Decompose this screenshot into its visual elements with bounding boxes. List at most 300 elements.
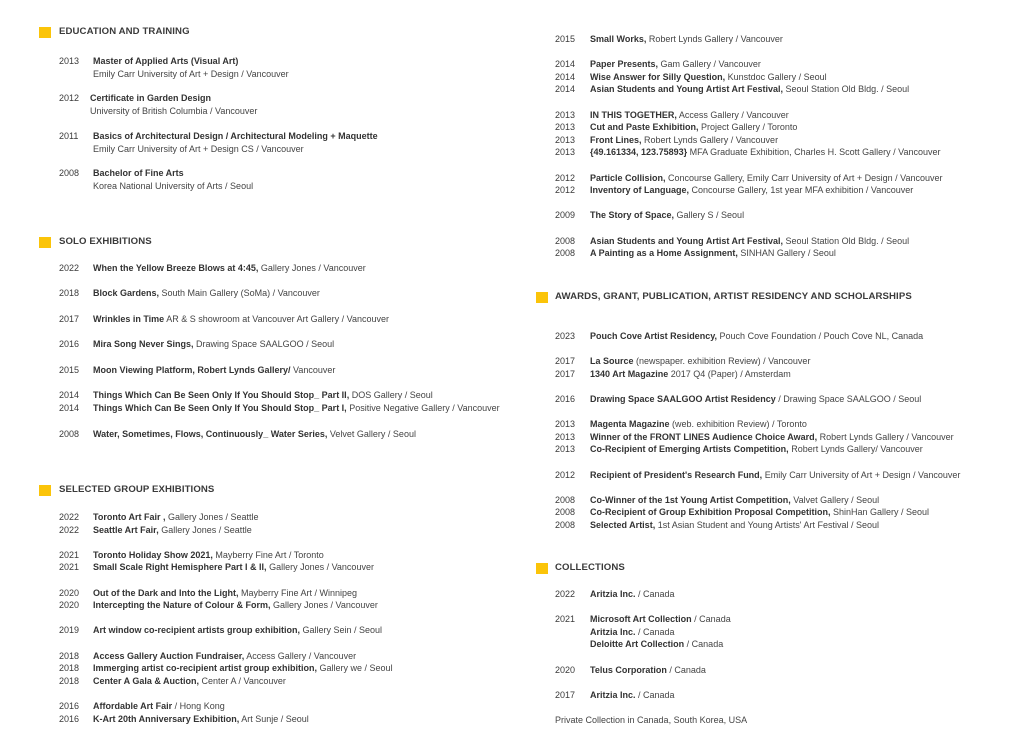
entry-venue: / Canada (666, 664, 706, 675)
entry-text (590, 418, 807, 431)
entry-venue: / Canada (635, 589, 675, 599)
entry-venue: Concourse Gallery, 1st year MFA exhibition / Vancouver (689, 185, 914, 196)
entry-group (0, 650, 520, 688)
entry-text (590, 209, 744, 222)
entry-text (590, 443, 923, 456)
entry-group (517, 58, 1024, 96)
year: 2021 (59, 562, 80, 573)
entry-venue: Mayberry Fine Art / Winnipeg (238, 587, 358, 598)
entry-row (0, 662, 520, 675)
year: 2013 (555, 134, 576, 145)
year: 2016 (555, 393, 576, 404)
education-entry (0, 130, 520, 155)
group-exhibitions-continued (517, 33, 1024, 272)
entry-title: Particle Collision, (590, 172, 666, 183)
entry-title: Intercepting the Nature of Colour & Form, (93, 600, 271, 611)
year: 2020 (555, 664, 576, 675)
entry-institution: Korea National University of Arts / Seoul (93, 181, 254, 192)
entry-venue: Access Gallery / Vancouver (676, 109, 789, 120)
entry-title: Toronto Art Fair , (93, 512, 166, 522)
year: 2017 (555, 689, 576, 700)
year: 2013 (59, 56, 80, 66)
year: 2016 (59, 713, 80, 724)
entry-text (93, 287, 320, 300)
year: 2021 (555, 614, 576, 625)
entry-group (517, 330, 1024, 343)
year: 2016 (59, 339, 80, 350)
entry-title: Aritzia Inc. (590, 689, 636, 700)
entry-group (0, 428, 520, 441)
entry-text (590, 519, 879, 532)
entry-row (517, 134, 1024, 147)
section-title: SOLO EXHIBITIONS (59, 236, 152, 247)
entry-group (517, 689, 1024, 702)
entry-row (0, 675, 520, 688)
entry-title: K-Art 20th Anniversary Exhibition, (93, 713, 240, 724)
entry-title: Paper Presents, (590, 59, 659, 70)
entry-title: Water, Sometimes, Flows, Continuously_ Water Series, (93, 428, 328, 439)
entry-row (0, 402, 520, 415)
entry-row (517, 431, 1024, 444)
entry-text (590, 330, 923, 343)
year: 2008 (555, 507, 576, 518)
year: 2022 (59, 524, 80, 535)
entry-row (0, 624, 520, 637)
entry-title: Aritzia Inc. (590, 589, 636, 599)
year: 2008 (59, 428, 80, 439)
entry-group (517, 418, 1024, 456)
entry-text (93, 561, 374, 574)
entry-venue: MFA Graduate Exhibition, Charles H. Scott Gallery / Vancouver (687, 147, 941, 158)
year: 2012 (59, 93, 80, 104)
entry-row (517, 330, 1024, 343)
entry-row (0, 364, 520, 377)
entry-title: Things Which Can Be Seen Only If You Should Stop_ Part II, (93, 390, 350, 401)
entry-row (0, 599, 520, 612)
entry-venue: Concourse Gallery, Emily Carr University of Art + Design / Vancouver (665, 172, 943, 183)
entry-group (517, 613, 1024, 651)
entry-row (517, 626, 1024, 639)
year: 2018 (59, 288, 80, 299)
entry-title: Asian Students and Young Artist Art Festival, (590, 84, 784, 95)
year: 2013 (555, 122, 576, 133)
year: 2017 (59, 313, 80, 324)
entry-venue: Gallery Jones / Vancouver (266, 562, 374, 573)
entry-text (93, 524, 252, 537)
entry-title: Access Gallery Auction Fundraiser, (93, 650, 245, 661)
entry-row (517, 172, 1024, 185)
entry-venue: / Canada (635, 689, 675, 700)
entry-title: Winner of the FRONT LINES Audience Choice Award, (590, 431, 818, 442)
entry-venue: Gallery we / Seoul (317, 663, 393, 674)
entry-text (590, 58, 761, 71)
entry-venue: Gallery Jones / Vancouver (258, 263, 366, 273)
entry-row (517, 506, 1024, 519)
entry-group (0, 587, 520, 612)
entry-row (0, 262, 520, 275)
entry-group (517, 588, 1024, 601)
entry-group (0, 549, 520, 574)
year: 2008 (555, 235, 576, 246)
awards-list (517, 330, 1024, 532)
entry-institution: University of British Columbia / Vancouver (90, 106, 258, 117)
year: 2014 (555, 59, 576, 70)
entry-title: Deloitte Art Collection (590, 639, 685, 650)
entry-text (590, 664, 706, 677)
entry-title: Recipient of President's Research Fund, (590, 469, 763, 480)
year: 2016 (59, 700, 80, 711)
entry-row (517, 109, 1024, 122)
entry-row (517, 689, 1024, 702)
entry-text (93, 675, 286, 688)
entry-title: Basics of Architectural Design / Architectural Modeling + Maquette (93, 130, 378, 141)
entry-group (517, 172, 1024, 197)
entry-text (590, 235, 909, 248)
entry-venue: AR & S showroom at Vancouver Art Gallery / Vancouver (164, 313, 389, 324)
year: 2013 (555, 109, 576, 120)
entry-group (517, 109, 1024, 159)
solo-exhibitions-section (0, 236, 520, 453)
entry-row (517, 83, 1024, 96)
section-title: AWARDS, GRANT, PUBLICATION, ARTIST RESIDENCY AND SCHOLARSHIPS (555, 291, 912, 302)
entry-text (590, 613, 731, 626)
year: 2022 (59, 263, 80, 273)
education-section (0, 26, 520, 205)
entry-venue: Robert Lynds Gallery/ Vancouver (788, 444, 923, 455)
entry-text (590, 494, 879, 507)
entry-title: Telus Corporation (590, 664, 667, 675)
entry-text (590, 588, 675, 601)
entry-text (93, 587, 357, 600)
entry-title: Center A Gala & Auction, (93, 675, 200, 686)
entry-text (590, 626, 675, 639)
entry-institution: Emily Carr University of Art + Design / Vancouver (93, 68, 289, 79)
entry-venue: / Drawing Space SAALGOO / Seoul (775, 393, 922, 404)
entry-row (517, 393, 1024, 406)
entry-group (517, 393, 1024, 406)
year: 2012 (555, 185, 576, 196)
entry-venue: Gallery Sein / Seoul (300, 625, 383, 636)
entry-title: Bachelor of Fine Arts (93, 168, 184, 179)
entry-title: La Source (590, 356, 634, 367)
entry-venue: Center A / Vancouver (199, 675, 286, 686)
education-entry (0, 167, 520, 192)
private-collection-note: Private Collection in Canada, South Korea, USA (555, 714, 748, 725)
entry-venue: Drawing Space SAALGOO / Seoul (193, 339, 335, 350)
entry-venue: (newspaper. exhibition Review) / Vancouver (633, 356, 811, 367)
entry-text (590, 247, 836, 260)
entry-venue: Kunstdoc Gallery / Seoul (725, 71, 827, 82)
entry-title: Aritzia Inc. (590, 626, 636, 637)
entry-venue: Robert Lynds Gallery / Vancouver (646, 34, 783, 44)
entry-row (0, 650, 520, 663)
year: 2013 (555, 419, 576, 430)
entry-group (517, 494, 1024, 532)
collections-header (517, 562, 1024, 576)
year: 2020 (59, 600, 80, 611)
entry-group (517, 33, 1024, 46)
entry-text (93, 700, 225, 713)
entry-title: Block Gardens, (93, 288, 160, 299)
year: 2018 (59, 675, 80, 686)
year: 2022 (59, 512, 80, 522)
entry-title: Small Scale Right Hemisphere Part I & II, (93, 562, 267, 573)
entry-text (590, 184, 913, 197)
entry-venue: South Main Gallery (SoMa) / Vancouver (159, 288, 320, 299)
entry-row (0, 389, 520, 402)
entry-title: Small Works, (590, 34, 647, 44)
collections-section (517, 562, 1024, 727)
entry-venue: ShinHan Gallery / Seoul (830, 507, 930, 518)
entry-title: Seattle Art Fair, (93, 524, 159, 535)
year: 2014 (555, 84, 576, 95)
entry-title: Out of the Dark and Into the Light, (93, 587, 239, 598)
entry-text (590, 109, 789, 122)
entry-venue: Vancouver (290, 364, 336, 375)
year: 2008 (555, 248, 576, 259)
entry-row (517, 58, 1024, 71)
entry-group (517, 209, 1024, 222)
education-header (0, 26, 520, 40)
year: 2014 (555, 71, 576, 82)
entry-text (93, 428, 416, 441)
entry-row (0, 524, 520, 537)
entry-title: Magenta Magazine (590, 419, 670, 430)
entry-title: Certificate in Garden Design (90, 93, 212, 104)
entry-text (590, 638, 723, 651)
entry-row (517, 469, 1024, 482)
entry-text (590, 71, 827, 84)
year: 2008 (59, 168, 80, 179)
entry-title: Affordable Art Fair (93, 700, 173, 711)
entry-venue: Robert Lynds Gallery / Vancouver (641, 134, 779, 145)
section-marker-icon (536, 563, 548, 574)
entry-text (590, 506, 929, 519)
entry-text (590, 172, 943, 185)
education-entry (0, 55, 520, 80)
entry-text (590, 33, 783, 46)
entry-title: IN THIS TOGETHER, (590, 109, 677, 120)
entry-text (93, 338, 334, 351)
entry-text (590, 134, 778, 147)
entry-title: Master of Applied Arts (Visual Art) (93, 56, 239, 66)
entry-text (590, 355, 810, 368)
entry-row (517, 588, 1024, 601)
entry-group (517, 235, 1024, 260)
entry-group (0, 287, 520, 300)
entry-row (0, 338, 520, 351)
entry-venue: Access Gallery / Vancouver (244, 650, 357, 661)
entry-title: Immerging artist co-recipient artist group exhibition, (93, 663, 318, 674)
entry-text (590, 393, 921, 406)
year: 2012 (555, 469, 576, 480)
entry-row (0, 511, 520, 524)
section-title: COLLECTIONS (555, 562, 625, 573)
entry-row (517, 613, 1024, 626)
entry-title: Front Lines, (590, 134, 642, 145)
year: 2015 (59, 364, 80, 375)
entry-venue: Positive Negative Gallery / Vancouver (346, 403, 500, 414)
year: 2014 (59, 390, 80, 401)
awards-section (517, 291, 1024, 544)
entry-title: Drawing Space SAALGOO Artist Residency (590, 393, 776, 404)
section-marker-icon (39, 237, 51, 248)
entry-venue: / Canada (691, 614, 731, 625)
entry-row (517, 247, 1024, 260)
entry-text (93, 364, 335, 377)
entry-row (517, 235, 1024, 248)
entry-row (517, 209, 1024, 222)
entry-text (93, 389, 433, 402)
entry-venue: 1st Asian Student and Young Artists' Art Festival / Seoul (655, 519, 880, 530)
year: 2008 (555, 519, 576, 530)
education-entry (0, 92, 520, 117)
year: 2023 (555, 331, 576, 341)
entry-title: Mira Song Never Sings, (93, 339, 194, 350)
year: 2013 (555, 431, 576, 442)
entry-text (590, 469, 960, 482)
entry-text (590, 121, 797, 134)
year: 2015 (555, 34, 576, 44)
year: 2009 (555, 210, 576, 221)
entry-text (93, 313, 389, 326)
entry-venue: Valvet Gallery / Seoul (790, 494, 880, 505)
entry-group (517, 664, 1024, 677)
year: 2020 (59, 587, 80, 598)
entry-text (93, 262, 366, 275)
section-marker-icon (39, 485, 51, 496)
entry-row (517, 33, 1024, 46)
entry-text (93, 650, 356, 663)
year: 2018 (59, 663, 80, 674)
entry-row (517, 146, 1024, 159)
collections-footer-row (517, 714, 1024, 727)
entry-title: Co-Recipient of Emerging Artists Competition, (590, 444, 789, 455)
entry-text (93, 402, 500, 415)
entry-text (93, 624, 382, 637)
entry-group (517, 355, 1024, 380)
year: 2012 (555, 172, 576, 183)
entry-title: Wise Answer for Silly Question, (590, 71, 726, 82)
entry-row (517, 121, 1024, 134)
solo-list (0, 262, 520, 440)
awards-header (517, 291, 1024, 305)
entry-venue: Velvet Gallery / Seoul (327, 428, 416, 439)
group-header (0, 484, 520, 498)
entry-group (517, 469, 1024, 482)
entry-group (0, 262, 520, 275)
entry-group (0, 313, 520, 326)
entry-text (93, 511, 259, 524)
entry-group (0, 364, 520, 377)
section-title: EDUCATION AND TRAINING (59, 26, 190, 37)
entry-title: Co-Recipient of Group Exhibition Proposal Competition, (590, 507, 831, 518)
entry-title: Microsoft Art Collection (590, 614, 692, 625)
entry-group (0, 700, 520, 725)
entry-row (0, 313, 520, 326)
year: 2017 (555, 356, 576, 367)
entry-row (0, 287, 520, 300)
entry-row (517, 71, 1024, 84)
entry-row (517, 418, 1024, 431)
entry-text (93, 662, 393, 675)
entry-venue: Seoul Station Old Bldg. / Seoul (783, 84, 910, 95)
entry-row (0, 549, 520, 562)
entry-venue: (web. exhibition Review) / Toronto (669, 419, 807, 430)
entry-row (517, 184, 1024, 197)
entry-text (590, 368, 791, 381)
year: 2011 (59, 130, 79, 141)
entry-text (590, 146, 941, 159)
entry-venue: Emily Carr University of Art + Design / Vancouver (762, 469, 961, 480)
year: 2021 (59, 549, 80, 560)
year: 2022 (555, 589, 576, 599)
entry-row (0, 428, 520, 441)
entry-venue: Seoul Station Old Bldg. / Seoul (783, 235, 910, 246)
collections-list (517, 588, 1024, 701)
entry-venue: Mayberry Fine Art / Toronto (212, 549, 324, 560)
entry-row (517, 368, 1024, 381)
entry-text (590, 431, 954, 444)
entry-title: Asian Students and Young Artist Art Festival, (590, 235, 784, 246)
entry-row (0, 713, 520, 726)
entry-venue: Gallery S / Seoul (674, 210, 745, 221)
solo-header (0, 236, 520, 250)
entry-venue: Gallery Jones / Seattle (165, 512, 259, 522)
entry-venue: SINHAN Gallery / Seoul (737, 248, 836, 259)
entry-title: Cut and Paste Exhibition, (590, 122, 699, 133)
entry-row (517, 519, 1024, 532)
entry-row (0, 561, 520, 574)
year: 2008 (555, 494, 576, 505)
entry-title: Inventory of Language, (590, 185, 690, 196)
entry-title: Selected Artist, (590, 519, 656, 530)
entry-institution: Emily Carr University of Art + Design CS / Vancouver (93, 143, 304, 154)
year: 2019 (59, 625, 80, 636)
entry-title: Wrinkles in Time (93, 313, 165, 324)
entry-group (0, 338, 520, 351)
entry-row (517, 443, 1024, 456)
year: 2017 (555, 368, 576, 379)
group-exhibitions-section (0, 484, 520, 738)
entry-venue: / Canada (684, 639, 724, 650)
entry-row (0, 587, 520, 600)
group-cont-list (517, 33, 1024, 260)
entry-group (0, 511, 520, 536)
entry-title: {49.161334, 123.75893} (590, 147, 688, 158)
entry-venue: Gallery Jones / Vancouver (270, 600, 378, 611)
entry-venue: / Hong Kong (172, 700, 225, 711)
entry-venue: Project Gallery / Toronto (698, 122, 798, 133)
entry-row (517, 494, 1024, 507)
entry-title: Toronto Holiday Show 2021, (93, 549, 213, 560)
entry-title: The Story of Space, (590, 210, 675, 221)
entry-venue: Gam Gallery / Vancouver (658, 59, 761, 70)
entry-title: Things Which Can Be Seen Only If You Should Stop_ Part I, (93, 403, 347, 414)
entry-text (93, 599, 378, 612)
year: 2018 (59, 650, 80, 661)
entry-title: Art window co-recipient artists group exhibition, (93, 625, 301, 636)
entry-title: Moon Viewing Platform, Robert Lynds Gallery/ (93, 364, 291, 375)
entry-venue: 2017 Q4 (Paper) / Amsterdam (668, 368, 791, 379)
group-list (0, 511, 520, 725)
entry-title: Co-Winner of the 1st Young Artist Competition, (590, 494, 791, 505)
entry-venue: DOS Gallery / Seoul (349, 390, 433, 401)
entry-title: When the Yellow Breeze Blows at 4:45, (93, 263, 259, 273)
section-title: SELECTED GROUP EXHIBITIONS (59, 484, 215, 495)
entry-title: Pouch Cove Artist Residency, (590, 331, 718, 341)
entry-group (0, 389, 520, 414)
